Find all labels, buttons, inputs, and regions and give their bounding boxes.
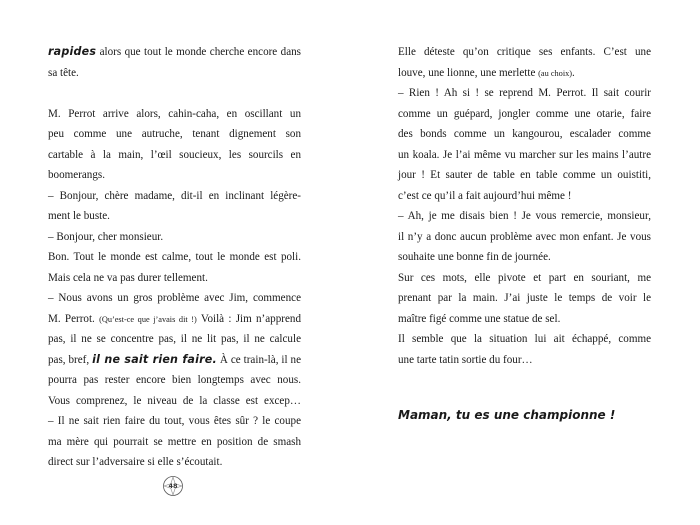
text-line: cartable à la main, l’œil soucieux, les sourcils en: [48, 148, 301, 161]
text-segment: À ce train-là, il ne: [216, 353, 302, 366]
text-segment: M. Perrot.: [48, 312, 100, 325]
text-line: sa tête.: [48, 66, 79, 79]
text-line: un koala. Je l’ai même vu marcher sur les mains l’autre: [398, 148, 651, 161]
text-line: – Rien ! Ah si ! se reprend M. Perrot. Il sait courir: [398, 87, 651, 99]
text-line: – Ah, je me disais bien ! Je vous remercie, monsieur,: [398, 210, 651, 222]
text-line: peu comme une autruche, tenant dignement son: [48, 128, 301, 140]
text-line: – Bonjour, cher monsieur.: [48, 230, 164, 243]
text-segment: Voilà : Jim n’apprend: [196, 312, 301, 325]
text-line: jour ! Et sauter de table en table comme un ouistiti,: [398, 169, 651, 181]
text-line: Mais cela ne va pas durer tellement.: [48, 271, 208, 284]
text-line: ma mère qui pourrait se mettre en position de smash: [48, 435, 301, 448]
text-line: [398, 63, 651, 84]
text-segment: alors que tout le monde cherche encore dans: [96, 46, 301, 58]
aside-note: (au choix): [538, 68, 573, 78]
text-line: pourra pas rester encore bien longtemps avec nous.: [48, 374, 301, 386]
text-line: prenant par la main. J’ai juste le temps de voir le: [398, 292, 651, 304]
text-line: direct sur l’adversaire si elle s’écoutait.: [48, 456, 223, 468]
text-line: [48, 309, 301, 330]
text-line: – Bonjour, chère madame, dit-il en inclinant légère-: [48, 189, 301, 202]
text-line: Elle déteste qu’on critique ses enfants. C’est une: [398, 46, 651, 58]
text-line: souhaite une bonne fin de journée.: [398, 251, 551, 263]
handwritten-word: rapides: [48, 45, 97, 58]
page-number: [162, 475, 184, 497]
text-line: Il semble que la situation lui ait échappé, comme: [398, 333, 651, 345]
handwritten-phrase: il ne sait rien faire.: [92, 352, 217, 366]
text-line: boomerangs.: [48, 169, 105, 181]
text-line: pas, il ne se concentre pas, il ne lit pas, il ne calcule: [48, 333, 301, 345]
text-line: ment le buste.: [48, 210, 110, 222]
page-number-text: 48: [168, 482, 178, 490]
text-line: une tarte tatin sortie du four…: [398, 353, 533, 366]
text-segment: louve, une lionne, une merlette: [398, 66, 539, 79]
text-line: des bonds comme un kangourou, escalader comme: [398, 128, 651, 140]
text-segment: pas, bref,: [48, 353, 93, 366]
text-line: il n’y a donc aucun problème avec mon enfant. Je vous: [398, 230, 651, 243]
text-line: Bon. Tout le monde est calme, tout le monde est poli.: [48, 251, 301, 263]
text-line: – Nous avons un gros problème avec Jim, commence: [48, 292, 301, 304]
text-line: maître figé comme une statue de sel.: [398, 312, 561, 325]
text-line: c’est ce qu’il a fait aujourd’hui même !: [398, 189, 572, 202]
text-line: M. Perrot arrive alors, cahin-caha, en oscillant un: [48, 107, 301, 120]
closing-exclamation: Maman, tu es une championne !: [398, 407, 616, 422]
text-line: comme un guépard, jongler comme une otarie, faire: [398, 107, 651, 120]
text-segment: .: [572, 66, 575, 79]
left-page: [48, 42, 301, 473]
text-line: Vous comprenez, le niveau de la classe est excep…: [48, 394, 301, 407]
text-line: – Il ne sait rien faire du tout, vous êtes sûr ? le coupe: [48, 415, 301, 427]
text-line: Sur ces mots, elle pivote et part en souriant, me: [398, 271, 651, 284]
text-line: [48, 42, 301, 63]
right-page: [398, 42, 651, 425]
text-line: [48, 350, 301, 371]
aside-note: (Qu’est-ce que j’avais dit !): [99, 314, 197, 324]
